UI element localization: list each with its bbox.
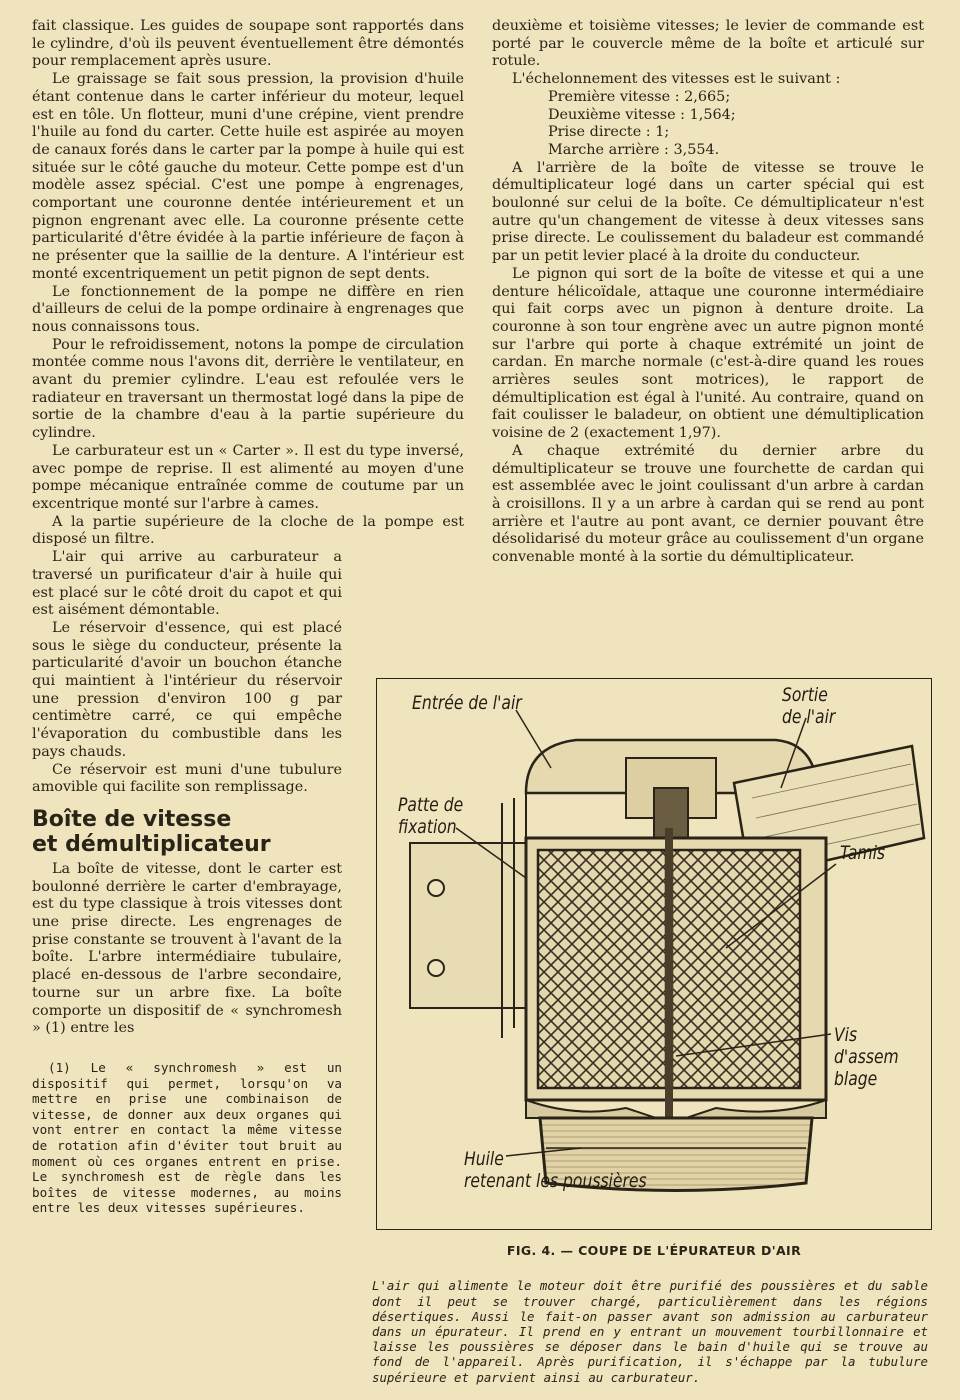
footnote: (1) Le « synchromesh » est un dispositif qui permet, lorsqu'on va mettre en prise une combinaison de vitesse, de donner aux deux organes qui vont entrer en contact la même vitesse de rotation afin d'éviter tout bruit au moment où ces organes entrent en prise. Le synchromesh est de règle dans les boîtes de vitesse modernes, au moins entre les deux vitesses supérieures. [32,1059,342,1216]
label-oil [464,1148,647,1192]
section-heading-line: Boîte de vitesse [32,806,232,832]
filter-screen-left [538,850,666,1088]
gear-ratio-item: Première vitesse : 2,665; [548,88,731,105]
label-text: Huile [464,1148,504,1170]
assembly-screw [665,828,673,1118]
paragraph: Pour le refroidissement, notons la pompe de circulation montée comme nous l'avons dit, derrière le ventilateur, en avant du premier cylindre. L'eau est refoulée vers le radiateur en traversant un thermostat logé dans la pipe de sortie de la chambre d'eau à la partie supérieure du cylindre. [32,336,464,442]
air-filter-drawing [376,678,932,1230]
paragraph: A chaque extrémité du dernier arbre du démultiplicateur se trouve une fourchette de cardan qui est assemblée avec le joint coulissant d'un arbre à cardan à croisillons. Il y a un arbre à cardan qui se rend au pont arrière et l'autre au pont avant, ce dernier pouvant être désolidarisé du moteur grâce au coulissement d'un organe convenable monté à la sortie du démultiplicateur. [492,442,924,566]
paragraph: Le graissage se fait sous pression, la provision d'huile étant contenue dans le carter inférieur du moteur, lequel est en tôle. Un flotteur, muni d'une crépine, vient prendre l'huile au fond du carter. Cette huile est aspirée au moyen de canaux forés dans le carter par la pompe à huile qui est située sur le côté gauche du moteur. Cette pompe est d'un modèle assez spécial. C'est une pompe à engrenages, comportant une couronne dentée intérieurement et un pignon engrenant avec elle. La couronne présente cette particularité d'être évidée à la partie inférieure de façon à ne présenter que la saillie de la denture. A l'intérieur est monté excentriquement un petit pignon de sept dents. [32,71,464,282]
label-mounting-bracket [398,794,463,838]
paragraph: fait classique. Les guides de soupape sont rapportés dans le cylindre, d'où ils peuvent éventuellement être démontés pour remplacement après usure. [32,18,464,70]
paragraph: A la partie supérieure de la cloche de la pompe est disposé un filtre. [32,513,464,548]
paragraph: La boîte de vitesse, dont le carter est boulonné derrière le carter d'embrayage, est du type classique à trois vitesses dont une prise directe. Les engrenages de prise constante se trouvent à l'avant de la boîte. L'arbre intermédiaire tubulaire, placé en-dessous de l'arbre secondaire, tourne sur un arbre fixe. La boîte comporte un dispositif de « synchromesh » (1) entre les [32,860,342,1037]
right-column [492,18,924,567]
filter-screen-right [672,850,800,1088]
mounting-bracket [410,843,528,1008]
figure-caption: FIG. 4. — COUPE DE L'ÉPURATEUR D'AIR [506,1243,802,1258]
paragraph: Le fonctionnement de la pompe ne diffère en rien d'ailleurs de celui de la pompe ordinaire à engrenages que nous connaissons tous. [32,283,464,335]
label-text: blage [834,1068,878,1090]
gear-ratio-list [548,89,924,160]
paragraph: deuxième et toisième vitesses; le levier de commande est porté par le couvercle même de la boîte et articulé sur rotule. [492,18,924,70]
label-text: retenant les poussières [464,1170,647,1192]
label-air-outlet [782,684,835,728]
label-text: Sortie [782,684,828,706]
label-text: Patte de [398,794,464,816]
label-text: Entrée de l'air [412,692,522,714]
paragraph: L'air qui arrive au carburateur a traversé un purificateur d'air à huile qui est placé sur le côté droit du capot et qui est aisément démontable. [32,549,342,619]
label-text: de l'air [782,706,836,728]
air-filter-diagram [376,678,932,1230]
label-screen [840,842,885,864]
gear-ratio-item: Deuxième vitesse : 1,564; [548,106,736,123]
paragraph: Le pignon qui sort de la boîte de vitesse et qui a une denture hélicoïdale, attaque une couronne intermédiaire qui fait corps avec un pignon à denture droite. La couronne à son tour engrène avec un autre pignon monté sur l'arbre qui porte à chaque extrémité un joint de cardan. En marche normale (c'est-à-dire quand les roues arrières seules sont motrices), le rapport de démultiplication est égal à l'unité. Au contraire, quand on fait coulisser le baladeur, on obtient une démultiplication voisine de 2 (exactement 1,97). [492,265,924,442]
paragraph: Le réservoir d'essence, qui est placé sous le siège du conducteur, présente la particularité d'avoir un bouchon étanche qui maintient à l'intérieur du réservoir une pression d'environ 100 g par centimètre carré, ce qui empêche l'évaporation du combustible dans les pays chauds. [32,619,342,760]
figure-description: L'air qui alimente le moteur doit être purifié des poussières et du sable dont il peut se trouver chargé, particulièrement dans les régions désertiques. Aussi le fait-on passer avant son admission au carburateur dans un épurateur. Il prend en y entrant un mouvement tourbillonnaire et laisse les poussières se déposer dans le bain d'huile qui se trouve au fond de l'appareil. Après purification, il s'échappe par la tubulure supérieure et parvient ainsi au carburateur. [372,1278,928,1385]
label-text: Vis [834,1024,858,1046]
section-heading-line: et démultiplicateur [32,831,271,857]
label-text: d'assem [834,1046,899,1068]
paragraph: Le carburateur est un « Carter ». Il est du type inversé, avec pompe de reprise. Il est alimenté au moyen d'une pompe mécanique entraînée comme de coutume par un excentrique monté sur l'arbre à cames. [32,442,464,512]
label-air-inlet [412,692,522,714]
label-text: Tamis [840,842,886,864]
gear-ratio-item: Prise directe : 1; [548,124,670,141]
paragraph: A l'arrière de la boîte de vitesse se trouve le démultiplicateur logé dans un carter spécial qui est boulonné sur celui de la boîte. Ce démultiplicateur n'est autre qu'un changement de vitesse à deux vitesses sans prise directe. Le coulissement du baladeur est commandé par un petit levier placé à la droite du conducteur. [492,159,924,265]
label-text: fixation [398,816,457,838]
label-assembly-screw [834,1024,899,1090]
paragraph: L'échelonnement des vitesses est le suivant : [512,71,841,88]
paragraph: Ce réservoir est muni d'une tubulure amovible qui facilite son remplissage. [32,761,342,796]
gear-ratio-item: Marche arrière : 3,554. [548,141,720,158]
section-heading [32,807,342,857]
